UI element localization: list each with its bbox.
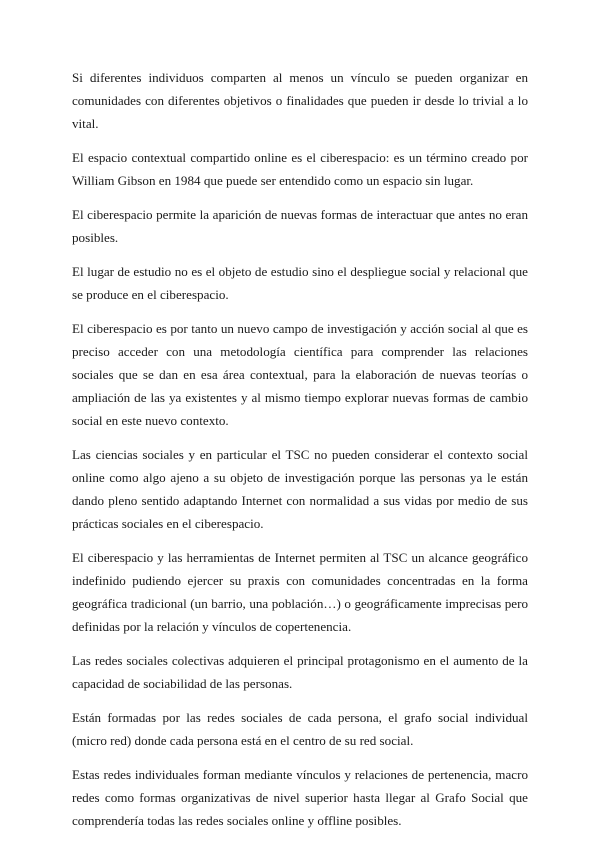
paragraph: Estas redes individuales forman mediante vínculos y relaciones de pertenencia, macro redes como formas organizativas de nivel superior hasta llegar al Grafo Social que comprendería todas las redes sociales online y offline posibles. bbox=[72, 767, 528, 828]
paragraph: Las redes sociales colectivas adquieren el principal protagonismo en el aumento de la capacidad de sociabilidad de las personas. bbox=[72, 653, 528, 691]
paragraph: El ciberespacio y las herramientas de Internet permiten al TSC un alcance geográfico indefinido pudiendo ejercer su praxis con comunidades concentradas en la forma geográfica tradicional (un barrio, una población…) o geográficamente imprecisas pero definidas por la relación y vínculos de copertenencia. bbox=[72, 550, 528, 634]
document-body bbox=[72, 66, 528, 843]
paragraph: Si diferentes individuos comparten al menos un vínculo se pueden organizar en comunidades con diferentes objetivos o finalidades que pueden ir desde lo trivial a lo vital. bbox=[72, 70, 528, 131]
paragraph: El lugar de estudio no es el objeto de estudio sino el despliegue social y relacional que se produce en el ciberespacio. bbox=[72, 264, 528, 302]
paragraph: El ciberespacio es por tanto un nuevo campo de investigación y acción social al que es preciso acceder con una metodología científica para comprender las relaciones sociales que se dan en esa área contextual, para la elaboración de nuevas teorías o ampliación de las ya existentes y al mismo tiempo explorar nuevas formas de cambio social en este nuevo contexto. bbox=[72, 321, 528, 428]
paragraph: El espacio contextual compartido online es el ciberespacio: es un término creado por William Gibson en 1984 que puede ser entendido como un espacio sin lugar. bbox=[72, 150, 528, 188]
paragraph: El ciberespacio permite la aparición de nuevas formas de interactuar que antes no eran posibles. bbox=[72, 207, 528, 245]
paragraph: Las ciencias sociales y en particular el TSC no pueden considerar el contexto social online como algo ajeno a su objeto de investigación porque las personas ya le están dando pleno sentido adaptando Internet con normalidad a sus vidas por medio de sus prácticas sociales en el ciberespacio. bbox=[72, 447, 528, 531]
paragraph: Están formadas por las redes sociales de cada persona, el grafo social individual (micro red) donde cada persona está en el centro de su red social. bbox=[72, 710, 528, 748]
